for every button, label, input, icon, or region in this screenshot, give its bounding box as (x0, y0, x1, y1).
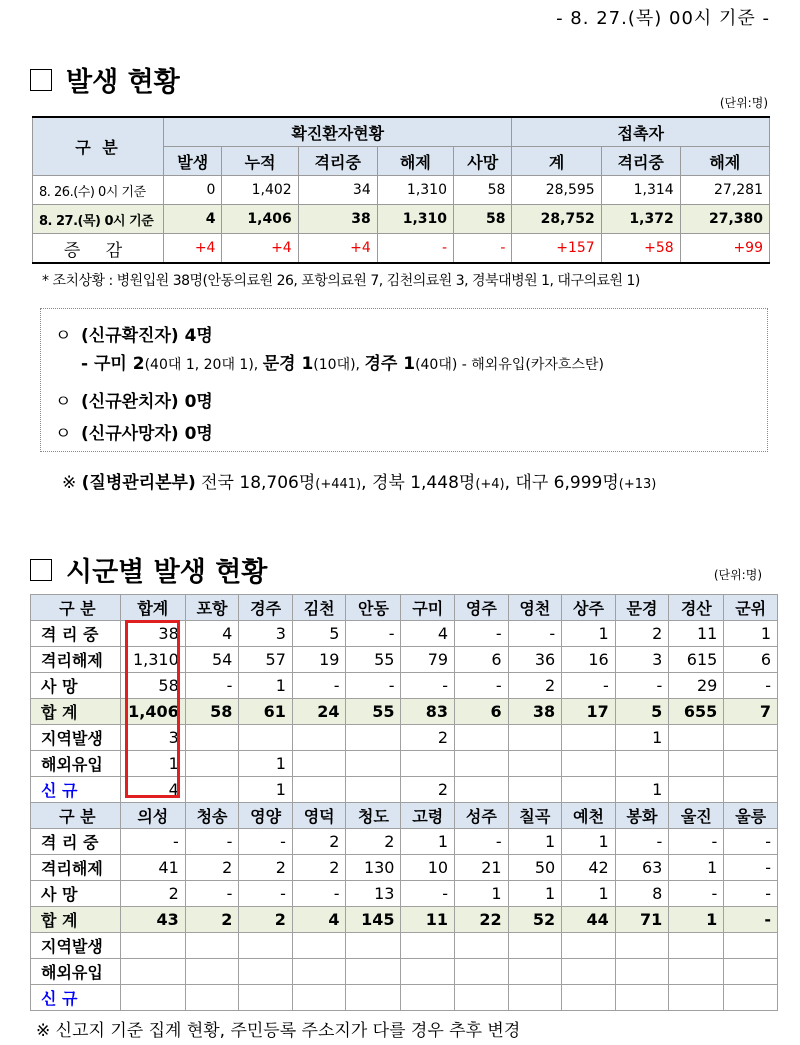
city-header-row (31, 595, 778, 621)
bullet-mark: ㅇ (55, 392, 72, 412)
cell: +4 (164, 234, 222, 264)
cell (455, 777, 509, 803)
city-header: 구미 (401, 595, 455, 621)
cell: 16 (562, 647, 616, 673)
cell: 2 (239, 907, 293, 933)
cell: 1,310 (377, 176, 453, 205)
cell (401, 959, 455, 985)
cell: 7 (724, 699, 778, 725)
cell (346, 777, 401, 803)
city-header: 문경 (615, 595, 669, 621)
cell (455, 985, 509, 1011)
cell: 28,752 (512, 205, 601, 234)
row-label: 사 망 (31, 881, 121, 907)
bullet-new-cases (55, 321, 213, 346)
cell: 58 (454, 205, 512, 234)
cell (669, 985, 724, 1011)
cell: 1 (562, 881, 616, 907)
cell: 42 (562, 855, 616, 881)
cell (562, 959, 616, 985)
cell: 3 (239, 621, 293, 647)
cell (508, 985, 562, 1011)
cell (346, 725, 401, 751)
cell (562, 725, 616, 751)
cell: 0 (164, 176, 222, 205)
detail-gumi-ages: (40대 1, 20대 1), (144, 357, 263, 373)
header-label: 구 분 (31, 595, 121, 621)
summary-group-confirmed: 확진환자현황 (164, 117, 512, 147)
cell: 1,406 (222, 205, 298, 234)
cell: - (454, 234, 512, 264)
table-row (31, 933, 778, 959)
row-label: 해외유입 (31, 751, 121, 777)
row-label: 신 규 (31, 985, 121, 1011)
city-header: 합계 (120, 595, 185, 621)
cell (562, 777, 616, 803)
cell: 6 (724, 647, 778, 673)
cell (455, 959, 509, 985)
cell: - (346, 621, 401, 647)
cell (615, 751, 669, 777)
city-header: 예천 (562, 803, 616, 829)
cell (508, 959, 562, 985)
col-header: 계 (512, 147, 601, 176)
city-header: 영양 (239, 803, 293, 829)
cell: 63 (615, 855, 669, 881)
cell: +157 (512, 234, 601, 264)
cell: - (346, 673, 401, 699)
bullet-recovered (55, 387, 213, 412)
section1-title-text: 발생 현황 (66, 67, 180, 98)
cell (185, 751, 239, 777)
section2-title-text: 시군별 발생 현황 (66, 557, 268, 588)
city-header: 경산 (669, 595, 724, 621)
cell: 43 (120, 907, 185, 933)
city-header: 군위 (724, 595, 778, 621)
cell: +4 (298, 234, 377, 264)
cell: 6 (455, 699, 509, 725)
city-header: 성주 (455, 803, 509, 829)
cell: 1,372 (601, 205, 680, 234)
cell (508, 751, 562, 777)
row-label: 8. 27.(목) 0시 기준 (33, 205, 164, 234)
cell: 36 (508, 647, 562, 673)
col-header: 사망 (454, 147, 512, 176)
cell: 1 (669, 855, 724, 881)
cell (185, 725, 239, 751)
cell: 4 (120, 777, 185, 803)
col-header: 해제 (680, 147, 769, 176)
cell (508, 777, 562, 803)
city-header: 경주 (239, 595, 293, 621)
cell: +99 (680, 234, 769, 264)
cell (562, 751, 616, 777)
city-header: 울진 (669, 803, 724, 829)
city-header: 울릉 (724, 803, 778, 829)
cell: 13 (346, 881, 401, 907)
cell (292, 985, 346, 1011)
city-header: 김천 (292, 595, 346, 621)
header-label: 구 분 (31, 803, 121, 829)
cell (185, 777, 239, 803)
cell: 27,380 (680, 205, 769, 234)
city-header: 상주 (562, 595, 616, 621)
cell (185, 985, 239, 1011)
cell: - (455, 829, 509, 855)
table-row (31, 855, 778, 881)
city-header: 포항 (185, 595, 239, 621)
cell: 11 (401, 907, 455, 933)
city-header: 안동 (346, 595, 401, 621)
cell: 2 (185, 907, 239, 933)
city-header: 영주 (455, 595, 509, 621)
detail-gyeongju: 경주 1 (364, 354, 416, 374)
cell: - (508, 621, 562, 647)
cell: 2 (185, 855, 239, 881)
cell: 79 (401, 647, 455, 673)
summary-header-label: 구 분 (33, 117, 164, 176)
row-label: 지역발생 (31, 933, 121, 959)
source-label: (질병관리본부) (81, 473, 196, 493)
cell: - (377, 234, 453, 264)
cell (669, 725, 724, 751)
cell (346, 985, 401, 1011)
checkbox-icon (30, 69, 52, 91)
cell: 5 (615, 699, 669, 725)
cell: 145 (346, 907, 401, 933)
table-row (31, 881, 778, 907)
cell: 4 (164, 205, 222, 234)
cell: 28,595 (512, 176, 601, 205)
cell (669, 959, 724, 985)
row-label: 해외유입 (31, 959, 121, 985)
cell: 10 (401, 855, 455, 881)
cell: 4 (292, 907, 346, 933)
col-header: 격리중 (298, 147, 377, 176)
detail-gumi: - 구미 2 (81, 354, 145, 374)
cell (401, 985, 455, 1011)
cell: 61 (239, 699, 293, 725)
cell: 2 (346, 829, 401, 855)
cell: 5 (292, 621, 346, 647)
cell (346, 933, 401, 959)
cell: 54 (185, 647, 239, 673)
cell (508, 933, 562, 959)
bullet-new-cases-detail (81, 349, 604, 374)
table-row-current (33, 205, 770, 234)
cell: - (185, 829, 239, 855)
cell: 8 (615, 881, 669, 907)
cell: - (185, 881, 239, 907)
cell (724, 777, 778, 803)
cell (455, 725, 509, 751)
cell: 1,406 (120, 699, 185, 725)
cell: 1 (508, 881, 562, 907)
cell: - (455, 673, 509, 699)
cell (724, 933, 778, 959)
cell: 38 (298, 205, 377, 234)
note-mark: ※ (62, 473, 82, 493)
cell: 38 (120, 621, 185, 647)
national-stats (62, 468, 656, 493)
cell (615, 959, 669, 985)
cell (401, 751, 455, 777)
cell: 1 (562, 621, 616, 647)
table-row-change (33, 234, 770, 264)
cell (239, 985, 293, 1011)
cell: 1 (239, 751, 293, 777)
cell: 71 (615, 907, 669, 933)
row-label: 증 감 (33, 234, 164, 264)
cell: 1,314 (601, 176, 680, 205)
cell: 1 (455, 881, 509, 907)
footnote: ※ 신고지 기준 집계 현황, 주민등록 주소지가 다를 경우 추후 변경 (36, 1021, 521, 1041)
cell (669, 777, 724, 803)
cell: 2 (615, 621, 669, 647)
cell: 3 (615, 647, 669, 673)
cell: - (562, 673, 616, 699)
gyeongbuk-total: , 경북 1,448명 (361, 473, 476, 493)
row-label: 8. 26.(수) 0시 기준 (33, 176, 164, 205)
cell: - (724, 881, 778, 907)
cell: 55 (346, 699, 401, 725)
cell (292, 725, 346, 751)
cell (185, 933, 239, 959)
cell (401, 933, 455, 959)
bullet-mark: ㅇ (55, 326, 72, 346)
cell (615, 985, 669, 1011)
table-row-total (31, 907, 778, 933)
bullet-text: (신규사망자) 0명 (81, 424, 213, 444)
total-highlight-box (125, 620, 180, 798)
row-label: 합 계 (31, 907, 121, 933)
cell: 1,402 (222, 176, 298, 205)
city-header: 영천 (508, 595, 562, 621)
cell: 1 (724, 621, 778, 647)
section2-unit: (단위:명) (713, 568, 762, 582)
daegu-inc: (+13) (618, 477, 657, 492)
summary-header-row (33, 117, 770, 147)
national-total: 전국 18,706명 (195, 473, 316, 493)
cell: 58 (454, 176, 512, 205)
cell: 11 (669, 621, 724, 647)
bullet-text: (신규완치자) 0명 (81, 392, 213, 412)
cell (120, 985, 185, 1011)
cell: 1,310 (377, 205, 453, 234)
national-inc: (+441) (315, 477, 362, 492)
cell: 19 (292, 647, 346, 673)
cell (562, 933, 616, 959)
cell: - (239, 881, 293, 907)
cell: 1 (669, 907, 724, 933)
city-header: 고령 (401, 803, 455, 829)
gyeongbuk-inc: (+4) (475, 477, 505, 492)
cell: 50 (508, 855, 562, 881)
cell (455, 751, 509, 777)
cell: 24 (292, 699, 346, 725)
row-label: 격 리 중 (31, 829, 121, 855)
city-header: 청도 (346, 803, 401, 829)
cell: 4 (185, 621, 239, 647)
cell (120, 933, 185, 959)
cell: 2 (508, 673, 562, 699)
row-label: 사 망 (31, 673, 121, 699)
col-header: 격리중 (601, 147, 680, 176)
cell: 3 (120, 725, 185, 751)
cell: 21 (455, 855, 509, 881)
cell: 1 (562, 829, 616, 855)
cell: - (669, 881, 724, 907)
col-header: 해제 (377, 147, 453, 176)
cell: - (724, 855, 778, 881)
measures-note: * 조치상황 : 병원입원 38명(안동의료원 26, 포항의료원 7, 김천의료원 3, 경북대병원 1, 대구의료원 1) (42, 273, 640, 289)
cell: 44 (562, 907, 616, 933)
cell: 6 (455, 647, 509, 673)
cell: 2 (120, 881, 185, 907)
city-header: 칠곡 (508, 803, 562, 829)
city-header: 봉화 (615, 803, 669, 829)
section2-title (30, 550, 267, 589)
cell: 41 (120, 855, 185, 881)
cell (292, 751, 346, 777)
cell (120, 959, 185, 985)
cell: 2 (239, 855, 293, 881)
cell: 655 (669, 699, 724, 725)
cell: - (669, 829, 724, 855)
section1-unit: (단위:명) (719, 96, 768, 110)
cell: 2 (292, 855, 346, 881)
cell (346, 959, 401, 985)
cell: +58 (601, 234, 680, 264)
detail-gyeongju-ages: (40대) - 해외유입(카자흐스탄) (415, 357, 604, 373)
col-header: 발생 (164, 147, 222, 176)
city-header: 의성 (120, 803, 185, 829)
report-date: - 8. 27.(목) 00시 기준 - (556, 8, 770, 29)
cell (724, 725, 778, 751)
cell: 2 (401, 777, 455, 803)
cell (562, 985, 616, 1011)
cell: 38 (508, 699, 562, 725)
row-label: 격리해제 (31, 647, 121, 673)
cell: 83 (401, 699, 455, 725)
city-header: 영덕 (292, 803, 346, 829)
cell (292, 933, 346, 959)
cell: +4 (222, 234, 298, 264)
cell (508, 725, 562, 751)
cell: 58 (120, 673, 185, 699)
cell: 615 (669, 647, 724, 673)
checkbox-icon (30, 559, 52, 581)
table-row (31, 985, 778, 1011)
cell: 1 (120, 751, 185, 777)
cell: 2 (292, 829, 346, 855)
cell: - (401, 881, 455, 907)
cell: - (239, 829, 293, 855)
section1-title (30, 60, 180, 99)
cell: - (455, 621, 509, 647)
cell: - (724, 829, 778, 855)
bullet-deaths (55, 419, 213, 444)
cell: 130 (346, 855, 401, 881)
cell: 1 (239, 673, 293, 699)
cell: 27,281 (680, 176, 769, 205)
summary-table (32, 116, 770, 264)
cell: 1 (239, 777, 293, 803)
summary-bullets-box (40, 308, 768, 452)
row-label: 신 규 (31, 777, 121, 803)
summary-group-contacts: 접촉자 (512, 117, 770, 147)
cell: - (724, 907, 778, 933)
table-row (31, 959, 778, 985)
cell (724, 985, 778, 1011)
cell (239, 959, 293, 985)
col-header: 누적 (222, 147, 298, 176)
cell: 29 (669, 673, 724, 699)
detail-mungyeong: 문경 1 (262, 354, 314, 374)
city-header-row (31, 803, 778, 829)
table-row (33, 176, 770, 205)
cell (615, 933, 669, 959)
cell: 57 (239, 647, 293, 673)
cell: 1,310 (120, 647, 185, 673)
row-label: 합 계 (31, 699, 121, 725)
cell (346, 751, 401, 777)
cell: 17 (562, 699, 616, 725)
cell: - (185, 673, 239, 699)
row-label: 지역발생 (31, 725, 121, 751)
daegu-total: , 대구 6,999명 (504, 473, 619, 493)
cell (724, 959, 778, 985)
cell (239, 933, 293, 959)
cell: - (615, 673, 669, 699)
cell: - (401, 673, 455, 699)
table-row (31, 829, 778, 855)
detail-mungyeong-ages: (10대), (313, 357, 365, 373)
cell (239, 725, 293, 751)
cell (669, 933, 724, 959)
row-label: 격리해제 (31, 855, 121, 881)
cell: 1 (615, 777, 669, 803)
cell: - (292, 673, 346, 699)
cell: - (724, 673, 778, 699)
cell: - (292, 881, 346, 907)
row-label: 격 리 중 (31, 621, 121, 647)
cell: 2 (401, 725, 455, 751)
cell (724, 751, 778, 777)
cell: 1 (615, 725, 669, 751)
cell (185, 959, 239, 985)
cell: 1 (401, 829, 455, 855)
cell: 55 (346, 647, 401, 673)
cell: 22 (455, 907, 509, 933)
cell: 1 (508, 829, 562, 855)
cell: - (615, 829, 669, 855)
cell: 4 (401, 621, 455, 647)
cell: - (120, 829, 185, 855)
cell (292, 777, 346, 803)
cell: 58 (185, 699, 239, 725)
bullet-text: (신규확진자) 4명 (81, 326, 213, 346)
cell: 52 (508, 907, 562, 933)
bullet-mark: ㅇ (55, 424, 72, 444)
cell (669, 751, 724, 777)
cell (292, 959, 346, 985)
cell: 34 (298, 176, 377, 205)
cell (455, 933, 509, 959)
city-header: 청송 (185, 803, 239, 829)
